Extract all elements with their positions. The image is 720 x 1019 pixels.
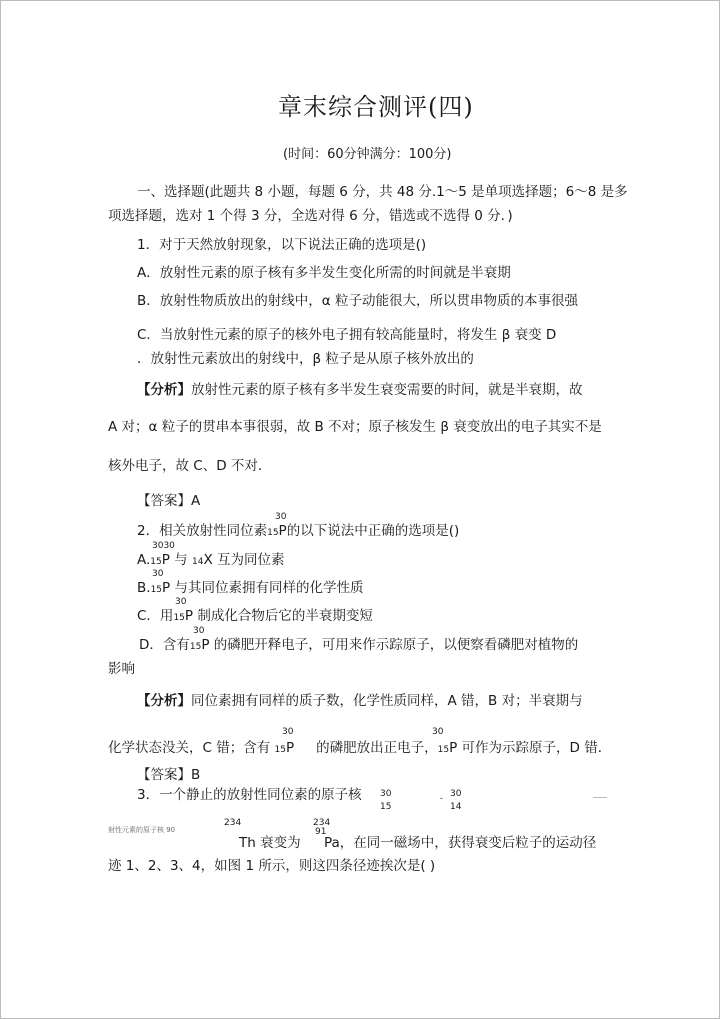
- q2-stem-post: 的以下说法中正确的选项是(): [286, 523, 460, 539]
- q2-option-a-sub2: 14: [191, 557, 204, 567]
- q3-faint-mark: [440, 798, 443, 799]
- q2-analysis-sub2: 15: [437, 745, 450, 755]
- q2-option-d: [139, 636, 578, 656]
- q1-option-d: ．放射性元素放出的射线中，β 粒子是从原子核外放出的: [137, 351, 474, 367]
- q1-analysis-line3: 核外电子，故 C、D 不对．: [108, 458, 272, 474]
- q3-atomic-number-91: 91: [315, 827, 327, 837]
- q2-analysis-tag: 【分析】: [137, 693, 191, 709]
- q2-option-d-mass-number: 30: [193, 626, 205, 636]
- q3-atomic-number-15: 15: [380, 802, 392, 812]
- q1-analysis-tag: 【分析】: [137, 382, 191, 398]
- q2-stem-pre: 2．相关放射性同位素: [137, 523, 268, 539]
- q2-option-d-end: P 的磷肥开释电子，可用来作示踪原子，以便察看磷肥对植物的: [201, 637, 579, 653]
- q2-option-d-label: D．含有: [139, 637, 190, 653]
- q2-stem: [137, 522, 459, 542]
- q2-analysis-text2c: 的磷肥放出正电子，: [316, 740, 438, 756]
- q2-analysis-text2b: P: [285, 740, 295, 756]
- q1-analysis-text1: 放射性元素的原子核有多半发生衰变需要的时间，就是半衰期，故: [191, 382, 583, 398]
- q2-option-b: [137, 579, 363, 599]
- q3-line2-a: Th 衰变为: [239, 835, 301, 851]
- q1-option-b: B．放射性物质放出的射线中，α 粒子动能很大，所以贯串物质的本事很强: [137, 293, 578, 309]
- q2-analysis-line1: [137, 692, 583, 710]
- q2-option-b-end: P 与其同位素拥有同样的化学性质: [162, 580, 364, 596]
- q3-stem: 3．一个静止的放射性同位素的原子核: [137, 787, 362, 803]
- q2-option-b-mass-number: 30: [152, 569, 164, 579]
- q2-analysis-sub1: 15: [274, 745, 286, 755]
- q2-option-a-sub1: 15: [150, 557, 162, 567]
- q2-option-a-mass-numbers: 3030: [152, 541, 175, 551]
- q2-option-a: [137, 551, 284, 571]
- q2-option-a-end: X 互为同位素: [203, 552, 285, 568]
- q2-option-d-continuation: 影响: [108, 661, 135, 677]
- page-title: 章末综合测评(四): [278, 93, 474, 121]
- q1-stem: 1．对于天然放射现象，以下说法正确的选项是(): [137, 237, 427, 253]
- q3-faint-rule: [593, 797, 607, 798]
- q2-analysis-mass-number-2: 30: [432, 727, 444, 737]
- q2-analysis-text2d: P 可作为示踪原子，D 错．: [449, 740, 612, 756]
- q3-faint-text: 射性元素的原子核 90: [108, 826, 176, 834]
- q2-analysis-mass-number-1: 30: [282, 727, 294, 737]
- q2-analysis-text2a: 化学状态没关，C 错；含有: [108, 740, 271, 756]
- q2-option-c: [137, 607, 373, 627]
- q2-analysis-line2: [108, 739, 611, 759]
- q1-analysis-line2: A 对；α 粒子的贯串本事很弱，故 B 不对；原子核发生 β 衰变放出的电子其实不是: [108, 419, 602, 435]
- q2-stem-mass-number: 30: [275, 512, 287, 522]
- q2-option-c-label: C．用: [137, 608, 174, 624]
- section-instructions-line1: 一、选择题(此题共 8 小题，每题 6 分，共 48 分.1～5 是单项选择题；6～8 是多: [137, 184, 628, 200]
- q2-option-c-mass-number: 30: [175, 597, 187, 607]
- section-instructions-line2: 项选择题，选对 1 个得 3 分，全选对得 6 分，错选或不选得 0 分．): [108, 208, 513, 224]
- q3-mass-number-30a: 30: [380, 789, 392, 799]
- q2-stem-element: P: [278, 523, 287, 539]
- q3-mass-number-234b: 234: [313, 818, 331, 828]
- q2-answer: 【答案】B: [137, 767, 201, 783]
- q1-option-c: C．当放射性元素的原子的核外电子拥有较高能量时，将发生 β 衰变 D: [137, 327, 557, 343]
- q2-option-a-label: A.: [137, 552, 151, 568]
- q2-option-b-sub: 15: [150, 585, 163, 595]
- q2-option-d-sub: 15: [189, 642, 202, 652]
- q2-stem-atomic-number: 15: [267, 528, 279, 538]
- q2-analysis-text1: 同位素拥有同样的质子数，化学性质同样，A 错，B 对；半衰期与: [191, 693, 583, 709]
- q2-option-a-mid: P 与: [161, 552, 188, 568]
- q2-option-c-end: P 制成化合物后它的半衰期变短: [184, 608, 373, 624]
- q3-line2-b: Pa，在同一磁场中，获得衰变后粒子的运动径: [324, 835, 597, 851]
- q2-option-b-label: B.: [137, 580, 151, 596]
- q3-line3: 迹 1、2、3、4，如图 1 所示，则这四条径迹挨次是( ): [108, 858, 436, 874]
- page-subtitle: (时间：60分钟满分：100分): [283, 147, 452, 162]
- q3-mass-number-30b: 30: [450, 789, 462, 799]
- q2-option-c-sub: 15: [173, 613, 185, 623]
- q1-analysis-line1: [137, 381, 583, 399]
- q3-mass-number-234a: 234: [224, 818, 242, 828]
- q1-option-a: A．放射性元素的原子核有多半发生变化所需的时间就是半衰期: [137, 265, 511, 281]
- q1-answer: 【答案】A: [137, 493, 201, 509]
- q3-atomic-number-14: 14: [450, 802, 462, 812]
